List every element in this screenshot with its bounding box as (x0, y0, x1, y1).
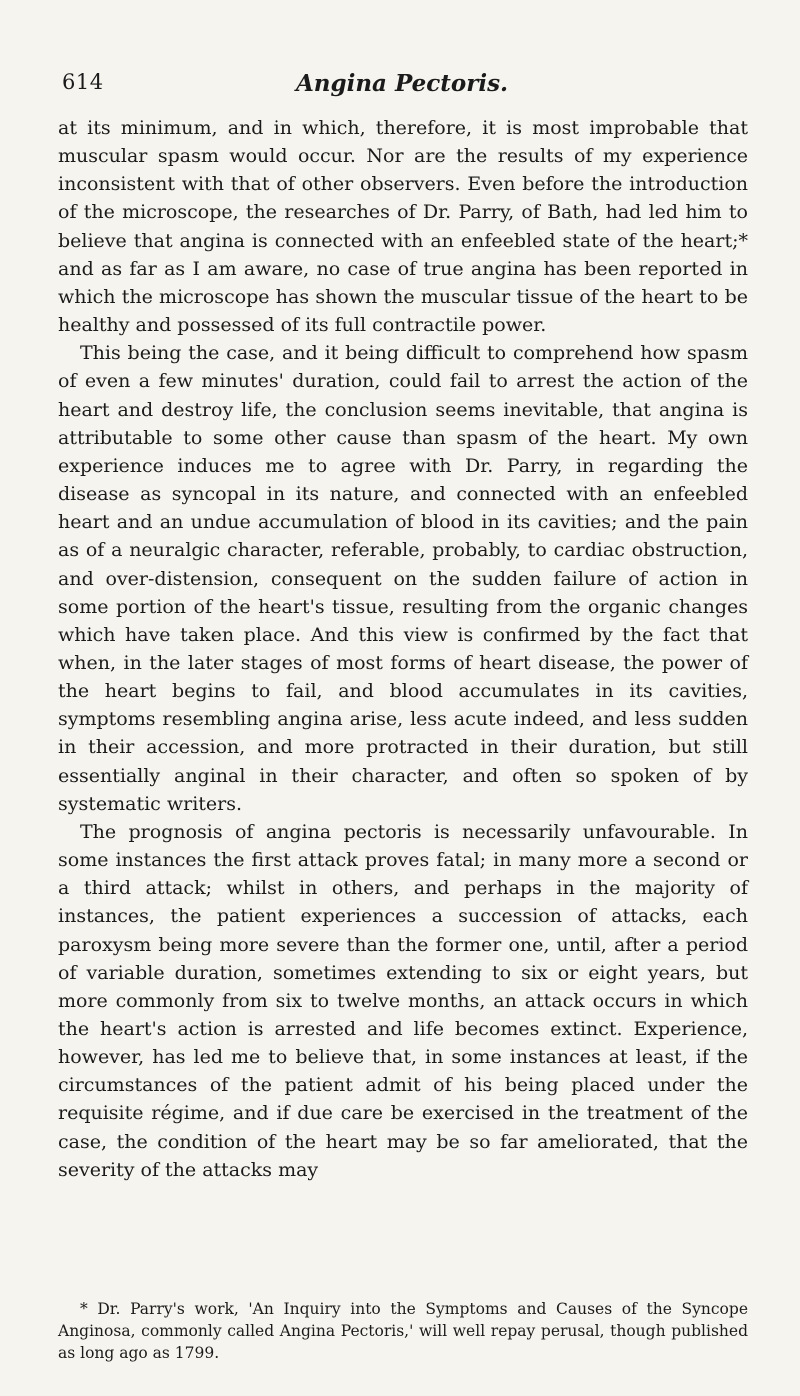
paragraph: at its minimum, and in which, therefore, it is most improbable that muscular spasm would occur. Nor are the results of my experience inconsistent with that of other observers. Even before the introduction of the microscope, the researches of Dr. Parry, of Bath, had led him to believe that angina is connected with an enfeebled state of the heart;* and as far as I am aware, no case of true angina has been reported in which the microscope has shown the muscular tissue of the heart to be healthy and possessed of its full contractile power. (58, 117, 748, 337)
footnote: * Dr. Parry's work, 'An Inquiry into the Symptoms and Causes of the Syncope Anginosa, commonly called Angina Pectoris,' will well repay perusal, though published as long ago as 1799. (58, 1300, 748, 1362)
page-number: 614 (62, 70, 104, 94)
body-text (58, 114, 748, 1184)
paragraph: The prognosis of angina pectoris is necessarily unfavourable. In some instances the first attack proves fatal; in many more a second or a third attack; whilst in others, and perhaps in the majority of instances, the patient experiences a succession of attacks, each paroxysm being more severe than the former one, until, after a period of variable duration, sometimes extending to six or eight years, but more commonly from six to twelve months, an attack occurs in which the heart's action is arrested and life becomes extinct. Experience, however, has led me to believe that, in some instances at least, if the circumstances of the patient admit of his being placed under the requisite régime, and if due care be exercised in the treatment of the case, the condition of the heart may be so far ameliorated, that the severity of the attacks may (58, 820, 748, 1181)
paragraph: This being the case, and it being difficult to comprehend how spasm of even a few minutes' duration, could fail to arrest the action of the heart and destroy life, the conclusion seems inevitable, that angina is attributable to some other cause than spasm of the heart. My own experience induces me to agree with Dr. Parry, in regarding the disease as syncopal in its nature, and connected with an enfeebled heart and an undue accumulation of blood in its cavities; and the pain as of a neuralgic character, referable, probably, to cardiac obstruction, and over-distension, consequent on the sudden failure of action in some portion of the heart's tissue, resulting from the organic changes which have taken place. And this view is confirmed by the fact that when, in the later stages of most forms of heart disease, the power of the heart begins to fail, and blood accumulates in its cavities, symptoms resembling angina arise, less acute indeed, and less sudden in their accession, and more protracted in their duration, but still essentially anginal in their character, and often so spoken of by systematic writers. (58, 342, 748, 815)
running-title: Angina Pectoris. (295, 70, 509, 97)
page-header (62, 70, 742, 104)
